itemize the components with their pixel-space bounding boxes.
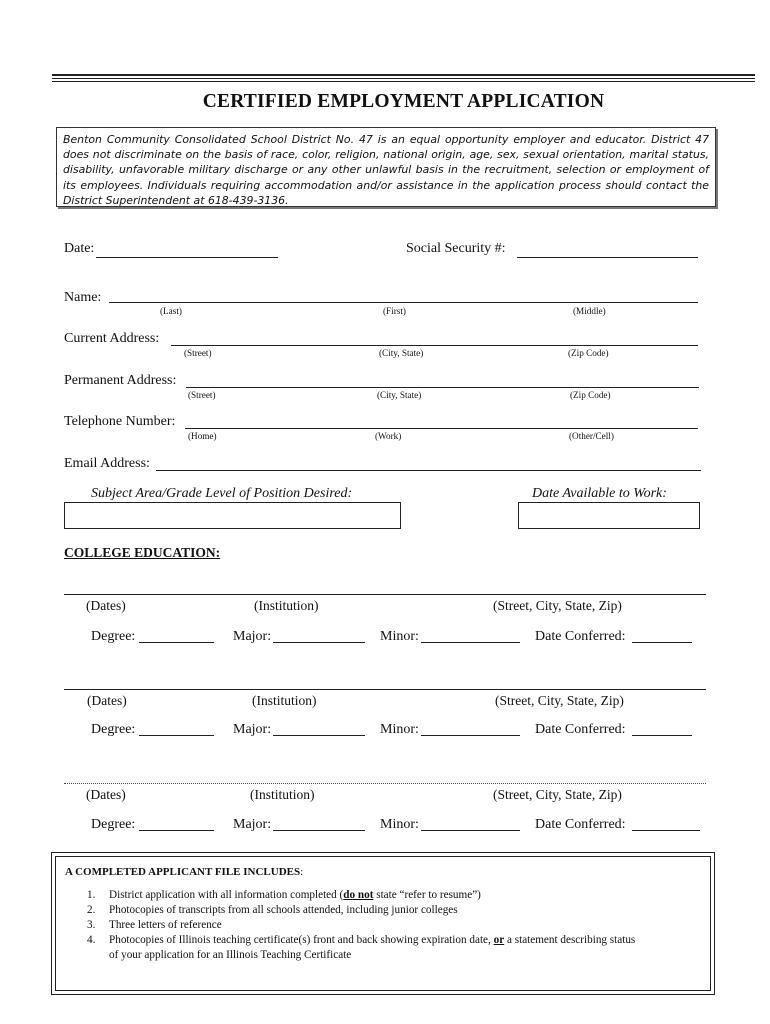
major-label-2: Major:: [233, 722, 272, 737]
minor-label-3: Minor:: [380, 817, 419, 832]
education-institution-2: (Institution): [252, 693, 317, 708]
header-rule-top: [52, 74, 755, 76]
name-label: Name:: [64, 290, 102, 305]
education-institution-3: (Institution): [250, 787, 315, 802]
degree-label-2: Degree:: [91, 722, 136, 737]
file-item-3-text: Three letters of reference: [109, 919, 222, 931]
current-address-field[interactable]: [171, 345, 698, 346]
file-item-1-text-end: state “refer to resume”): [373, 889, 481, 901]
file-item-4-text: Photocopies of Illinois teaching certificate(s) front and back showing expiration date,: [109, 934, 494, 946]
page-title: CERTIFIED EMPLOYMENT APPLICATION: [202, 91, 605, 112]
education-institution-1: (Institution): [254, 598, 319, 613]
minor-label-1: Minor:: [380, 629, 419, 644]
name-field[interactable]: [109, 302, 698, 303]
file-item-2-text: Photocopies of transcripts from all schools attended, including junior colleges: [109, 904, 458, 916]
telephone-sub-cell: (Other/Cell): [569, 431, 614, 441]
eeo-statement: Benton Community Consolidated School District No. 47 is an equal opportunity employer and educator. District 47 does not discriminate on the basis of race, color, religion, national origin, age, sex, sexual orientation, marital status, disability, unfavorable military discharge or any other unlawful basis in the recruitment, selection or employment of its employees. Individuals requiring accommodation and/or assistance in the application process should contact the District Superintendent at 618-439-3136.: [56, 127, 716, 207]
applicant-file-heading: [65, 866, 303, 878]
subject-area-box[interactable]: [64, 502, 401, 529]
email-field[interactable]: [156, 470, 701, 471]
telephone-sub-home: (Home): [188, 431, 217, 441]
name-sub-first: (First): [383, 306, 406, 316]
date-available-label: Date Available to Work:: [532, 486, 667, 501]
telephone-sub-work: (Work): [375, 431, 402, 441]
education-line-1[interactable]: [64, 594, 706, 595]
conferred-field-1[interactable]: [632, 642, 692, 643]
name-sub-middle: (Middle): [573, 306, 606, 316]
minor-field-3[interactable]: [421, 830, 520, 831]
degree-label-1: Degree:: [91, 629, 136, 644]
major-field-1[interactable]: [273, 642, 365, 643]
permanent-address-field[interactable]: [186, 387, 699, 388]
education-address-2: (Street, City, State, Zip): [495, 693, 624, 708]
file-item-4-continued: of your application for an Illinois Teaching Certificate: [109, 949, 352, 961]
education-address-3: (Street, City, State, Zip): [493, 787, 622, 802]
applicant-file-heading-colon: :: [300, 866, 304, 878]
education-dates-2: (Dates): [87, 693, 127, 708]
education-line-3[interactable]: [64, 783, 706, 784]
telephone-label: Telephone Number:: [64, 414, 176, 429]
file-item-1-emphasis: do not: [343, 889, 374, 901]
degree-field-2[interactable]: [139, 735, 214, 736]
education-address-1: (Street, City, State, Zip): [493, 598, 622, 613]
name-sub-last: (Last): [160, 306, 182, 316]
degree-label-3: Degree:: [91, 817, 136, 832]
header-rule-middle: [52, 78, 755, 79]
major-field-3[interactable]: [273, 830, 365, 831]
applicant-file-heading-text: A COMPLETED APPLICANT FILE INCLUDES: [65, 866, 301, 878]
education-heading: COLLEGE EDUCATION:: [64, 545, 221, 560]
file-item-4-emphasis: or: [493, 934, 505, 946]
conferred-label-3: Date Conferred:: [535, 817, 626, 832]
file-item-2: [87, 903, 458, 918]
current-sub-city: (City, State): [379, 348, 424, 358]
file-item-1-num: 1.: [87, 889, 96, 901]
permanent-address-label: Permanent Address:: [64, 373, 177, 388]
file-item-3: [87, 918, 222, 933]
file-item-4-text-end: a statement describing status: [504, 934, 636, 946]
file-item-2-num: 2.: [87, 904, 96, 916]
major-field-2[interactable]: [273, 735, 365, 736]
ssn-field[interactable]: [517, 257, 698, 258]
permanent-sub-city: (City, State): [377, 390, 422, 400]
header-rule-bottom: [52, 81, 755, 82]
minor-field-2[interactable]: [421, 735, 520, 736]
education-dates-3: (Dates): [86, 787, 126, 802]
education-line-2[interactable]: [64, 689, 706, 690]
minor-label-2: Minor:: [380, 722, 419, 737]
conferred-field-2[interactable]: [632, 735, 692, 736]
degree-field-3[interactable]: [139, 830, 214, 831]
current-sub-zip: (Zip Code): [568, 348, 609, 358]
conferred-label-2: Date Conferred:: [535, 722, 626, 737]
major-label-3: Major:: [233, 817, 272, 832]
minor-field-1[interactable]: [421, 642, 520, 643]
major-label-1: Major:: [233, 629, 272, 644]
date-label: Date:: [64, 241, 95, 256]
subject-area-label: Subject Area/Grade Level of Position Desired:: [91, 486, 353, 501]
ssn-label: Social Security #:: [406, 241, 506, 256]
current-address-label: Current Address:: [64, 331, 160, 346]
file-item-4: [87, 933, 635, 948]
date-field[interactable]: [96, 257, 278, 258]
file-item-1-text: District application with all information completed (: [109, 889, 344, 901]
email-label: Email Address:: [64, 456, 150, 471]
telephone-field[interactable]: [185, 428, 698, 429]
file-item-3-num: 3.: [87, 919, 96, 931]
permanent-sub-zip: (Zip Code): [570, 390, 611, 400]
education-dates-1: (Dates): [86, 598, 126, 613]
date-available-box[interactable]: [518, 502, 700, 529]
conferred-label-1: Date Conferred:: [535, 629, 626, 644]
current-sub-street: (Street): [184, 348, 212, 358]
degree-field-1[interactable]: [139, 642, 214, 643]
file-item-4-num: 4.: [87, 934, 96, 946]
conferred-field-3[interactable]: [632, 830, 700, 831]
file-item-1: [87, 888, 481, 903]
permanent-sub-street: (Street): [188, 390, 216, 400]
